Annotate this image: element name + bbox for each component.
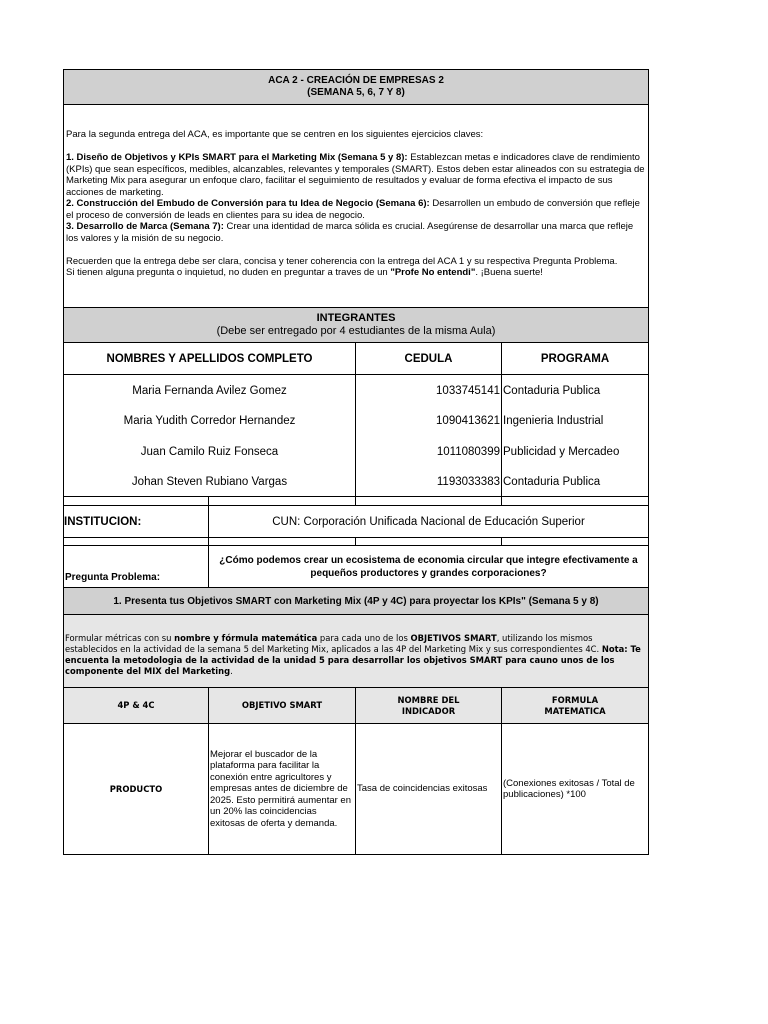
smart-header-4p4c: 4P & 4C [63,688,209,724]
smart-row-formula: (Conexiones exitosas / Total de publicaciones) *100 [502,724,649,855]
member-cedula: 1090413621 [356,406,502,436]
intro-item-3: 3. Desarrollo de Marca (Semana 7): Crear una identidad de marca sólida es crucial. Asegúrense de desarrollar una marca que refleje los valores y la misión de su negocio. [66,221,634,244]
smart-header-indicador: NOMBRE DEL INDICADOR [356,688,502,724]
section1-title: 1. Presenta tus Objetivos SMART con Marketing Mix (4P y 4C) para proyectar los KPIs" (Semana 5 y 8) [63,588,649,615]
institucion-label: INSTITUCION: [63,506,209,538]
institucion-value: CUN: Corporación Unificada Nacional de Educación Superior [209,506,649,538]
member-name: Juan Camilo Ruiz Fonseca [63,436,356,467]
spacer-cell [63,538,209,546]
pregunta-label: Pregunta Problema: [65,572,161,583]
title-line-2: (SEMANA 5, 6, 7 Y 8) [307,87,405,98]
spacer-cell [502,538,649,546]
intro-item-1: 1. Diseño de Objetivos y KPIs SMART para el Marketing Mix (Semana 5 y 8): Establezcan metas e indicadores clave de rendimiento (KPIs) que sean específicos, medibles, alcanzables, relevantes y temporales (SMART). Estos deben estar alineados con su estrategia de Marketing Mix para asegurar un enfoque claro, facilitar el seguimiento de resultados y evaluar de forma efectiva el impacto de sus acciones de marketing. [66,152,645,198]
intro-instructions [63,105,649,307]
pregunta-label-cell [63,546,209,588]
smart-row-objective: Mejorar el buscador de la plataforma para facilitar la conexión entre agricultores y empresas antes de diciembre de 2025. Esto permitirá aumentar en un 20% las coincidencias exitosas de oferta y demanda. [209,724,356,855]
spacer-cell [502,496,649,506]
member-name: Johan Steven Rubiano Vargas [63,467,356,496]
pregunta-problema: ¿Cómo podemos crear un ecosistema de economia circular que integre efectivamente a pequeños productores y grandes corporaciones? [209,546,649,588]
spacer-cell [356,538,502,546]
smart-row-category: PRODUCTO [63,724,209,855]
member-programa: Ingenieria Industrial [502,406,649,436]
integrantes-title: INTEGRANTES [316,312,396,324]
member-cedula: 1033745141 [356,375,502,406]
smart-header-objetivo: OBJETIVO SMART [209,688,356,724]
title-line-1: ACA 2 - CREACIÓN DE EMPRESAS 2 [268,75,444,86]
member-cedula: 1193033383 [356,467,502,496]
document-title [63,69,649,105]
intro-closing-1: Recuerden que la entrega debe ser clara, concisa y tener coherencia con la entrega del ACA 1 y su respectiva Pregunta Problema. [66,255,618,267]
smart-header-formula: FORMULA MATEMATICA [502,688,649,724]
intro-lead: Para la segunda entrega del ACA, es importante que se centren en los siguientes ejercicios claves: [66,129,484,140]
member-programa: Contaduria Publica [502,467,649,496]
member-cedula: 1011080399 [356,436,502,467]
member-programa: Publicidad y Mercadeo [502,436,649,467]
spacer-cell [209,496,356,506]
integrantes-subtitle: (Debe ser entregado por 4 estudiantes de la misma Aula) [216,325,496,337]
spacer-cell [63,496,209,506]
member-programa: Contaduria Publica [502,375,649,406]
spacer-cell [209,538,356,546]
spacer-cell [356,496,502,506]
header-programa: PROGRAMA [502,343,649,375]
member-name: Maria Fernanda Avilez Gomez [63,375,356,406]
section1-instructions: Formular métricas con su nombre y fórmula matemática para cada uno de los OBJETIVOS SMART, utilizando los mismos establecidos en la actividad de la semana 5 del Marketing Mix, aplicados a las 4P del Marketing Mix y sus correspondientes 4C. Nota: Te encuenta la metodologia de la actividad de la unidad 5 para desarrollar los objetivos SMART para cauno unos de los componente del MIX del Marketing. [63,615,649,688]
member-name: Maria Yudith Corredor Hernandez [63,406,356,436]
intro-closing-2: Si tienen alguna pregunta o inquietud, no duden en preguntar a traves de un "Profe No entendi". ¡Buena suerte! [66,267,543,278]
header-cedula: CEDULA [356,343,502,375]
intro-item-2: 2. Construcción del Embudo de Conversión para tu Idea de Negocio (Semana 6): Desarrollen un embudo de conversión que refleje el proceso de conversión de leads en clientes para su idea de negocio. [66,198,640,221]
integrantes-header [63,307,649,343]
smart-row-indicator: Tasa de coincidencias exitosas [356,724,502,855]
header-nombres: NOMBRES Y APELLIDOS COMPLETO [63,343,356,375]
